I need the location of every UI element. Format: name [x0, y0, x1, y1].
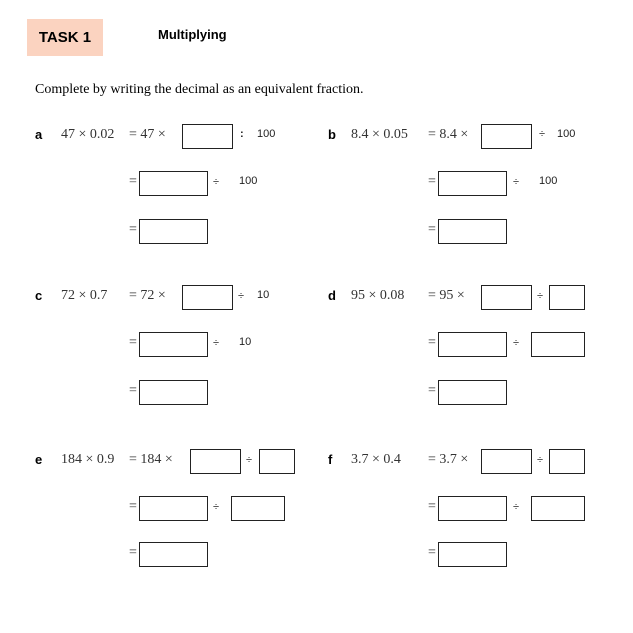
- answer-box-e-divisor-1[interactable]: [259, 449, 295, 474]
- problem-a-label: a: [35, 127, 43, 142]
- answer-box-d-divisor-1[interactable]: [549, 285, 585, 310]
- answer-box-f-divisor-2[interactable]: [531, 496, 585, 521]
- problem-c-label: c: [35, 288, 43, 303]
- answer-box-d-numerator[interactable]: [438, 332, 507, 357]
- eq-sign-a3: =: [129, 222, 137, 237]
- problem-f-expression: 3.7 × 0.4: [351, 452, 401, 467]
- problem-a-expression: 47 × 0.02: [61, 127, 115, 142]
- problem-c-rhs: = 72 ×: [129, 288, 166, 303]
- answer-box-e-result[interactable]: [139, 542, 208, 567]
- answer-box-b-result[interactable]: [438, 219, 507, 244]
- div-sign-c2: ÷: [213, 337, 220, 349]
- task-badge: TASK 1: [27, 19, 103, 56]
- div-sign-b2: ÷: [513, 176, 520, 188]
- div-sign-a2: ÷: [213, 176, 220, 188]
- problem-b-label: b: [328, 127, 336, 142]
- div-sign-d1: ÷: [537, 290, 544, 302]
- problem-f-rhs: = 3.7 ×: [428, 452, 469, 467]
- answer-box-f-numerator[interactable]: [438, 496, 507, 521]
- answer-box-d-divisor-2[interactable]: [531, 332, 585, 357]
- div-sign-d2: ÷: [513, 337, 520, 349]
- problem-d-expression: 95 × 0.08: [351, 288, 405, 303]
- answer-box-a-multiplier[interactable]: [182, 124, 233, 149]
- instruction-text: Complete by writing the decimal as an equivalent fraction.: [35, 82, 364, 97]
- eq-sign-d2: =: [428, 335, 436, 350]
- answer-box-f-divisor-1[interactable]: [549, 449, 585, 474]
- eq-sign-e2: =: [129, 499, 137, 514]
- topic-title: Multiplying: [158, 27, 227, 42]
- problem-d-label: d: [328, 288, 336, 303]
- answer-box-f-multiplier[interactable]: [481, 449, 532, 474]
- eq-sign-e3: =: [129, 545, 137, 560]
- answer-box-a-numerator[interactable]: [139, 171, 208, 196]
- answer-box-d-result[interactable]: [438, 380, 507, 405]
- answer-box-d-multiplier[interactable]: [481, 285, 532, 310]
- answer-box-c-multiplier[interactable]: [182, 285, 233, 310]
- problem-f-label: f: [328, 452, 333, 467]
- answer-box-e-numerator[interactable]: [139, 496, 208, 521]
- answer-box-b-multiplier[interactable]: [481, 124, 532, 149]
- problem-b-divisor-2: 100: [539, 175, 558, 187]
- div-sign-b1: ÷: [539, 128, 546, 140]
- eq-sign-a2: =: [129, 174, 137, 189]
- eq-sign-b3: =: [428, 222, 436, 237]
- answer-box-a-result[interactable]: [139, 219, 208, 244]
- problem-a-divisor-1: 100: [257, 128, 276, 140]
- problem-e-rhs: = 184 ×: [129, 452, 173, 467]
- problem-c-divisor-1: 10: [257, 289, 270, 301]
- eq-sign-c3: =: [129, 383, 137, 398]
- eq-sign-c2: =: [129, 335, 137, 350]
- problem-b-divisor-1: 100: [557, 128, 576, 140]
- problem-b-rhs: = 8.4 ×: [428, 127, 469, 142]
- problem-c-divisor-2: 10: [239, 336, 252, 348]
- div-sign-c1: ÷: [238, 290, 245, 302]
- answer-box-f-result[interactable]: [438, 542, 507, 567]
- problem-e-expression: 184 × 0.9: [61, 452, 115, 467]
- div-sign-f2: ÷: [513, 501, 520, 513]
- answer-box-b-numerator[interactable]: [438, 171, 507, 196]
- eq-sign-d3: =: [428, 383, 436, 398]
- answer-box-c-numerator[interactable]: [139, 332, 208, 357]
- problem-a-rhs: = 47 ×: [129, 127, 166, 142]
- eq-sign-f3: =: [428, 545, 436, 560]
- answer-box-c-result[interactable]: [139, 380, 208, 405]
- problem-d-rhs: = 95 ×: [428, 288, 465, 303]
- problem-a-divisor-2: 100: [239, 175, 258, 187]
- problem-b-expression: 8.4 × 0.05: [351, 127, 408, 142]
- problem-c-expression: 72 × 0.7: [61, 288, 108, 303]
- problem-e-label: e: [35, 452, 43, 467]
- div-sign-a1: :: [240, 128, 244, 140]
- eq-sign-f2: =: [428, 499, 436, 514]
- answer-box-e-multiplier[interactable]: [190, 449, 241, 474]
- div-sign-f1: ÷: [537, 454, 544, 466]
- div-sign-e1: ÷: [246, 454, 253, 466]
- div-sign-e2: ÷: [213, 501, 220, 513]
- answer-box-e-divisor-2[interactable]: [231, 496, 285, 521]
- eq-sign-b2: =: [428, 174, 436, 189]
